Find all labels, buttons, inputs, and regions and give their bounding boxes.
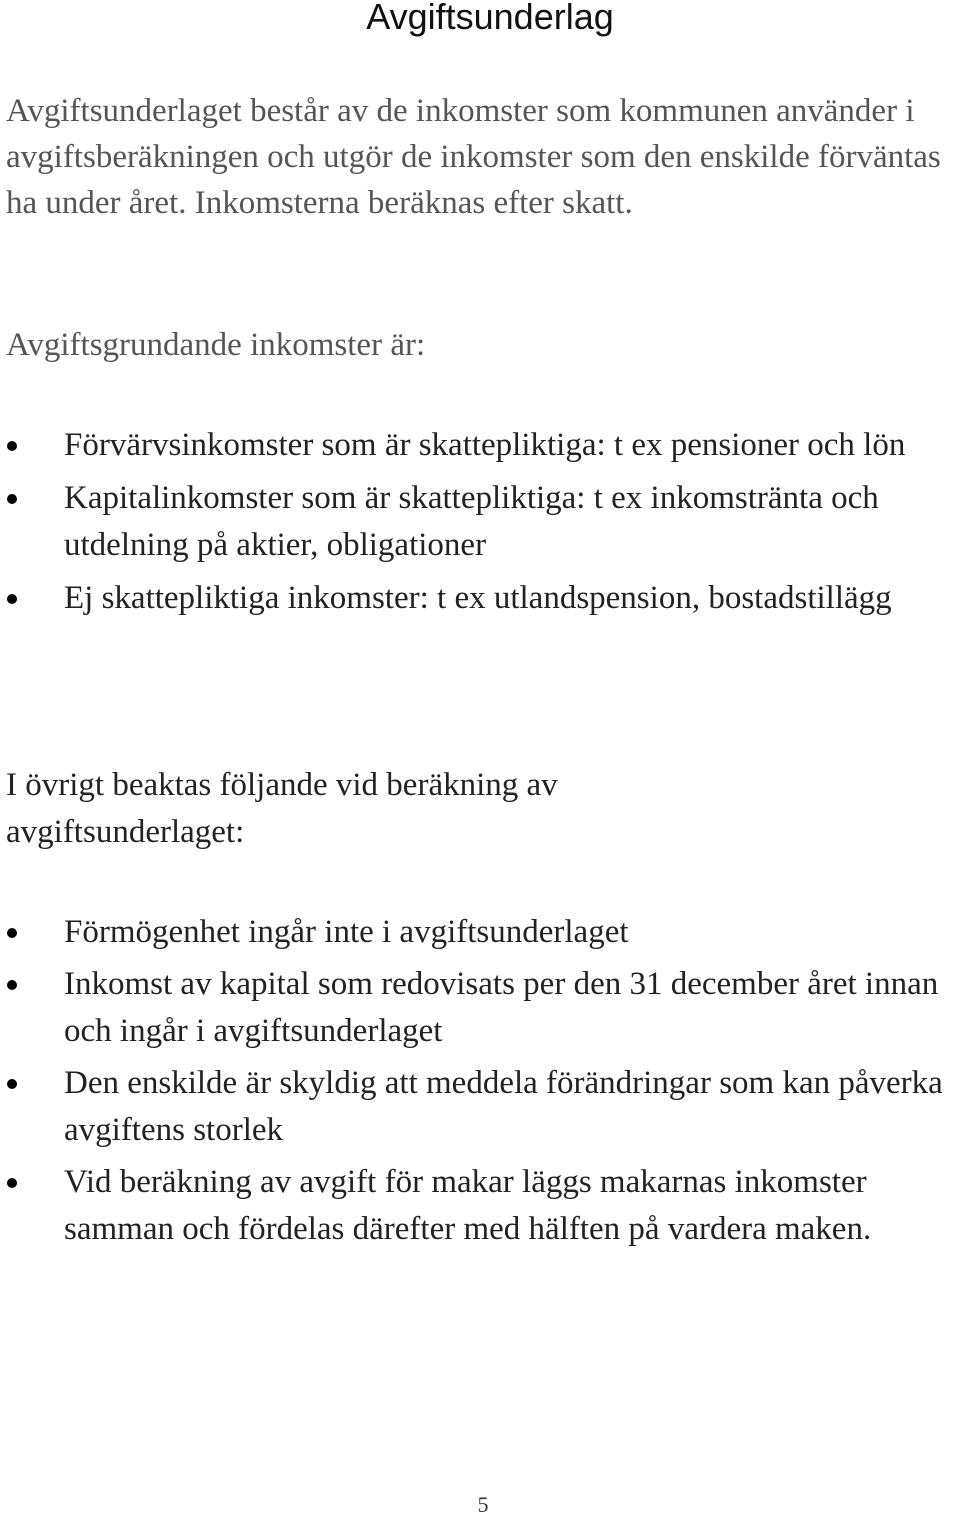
list-item: Den enskilde är skyldig att meddela förändringar som kan påverka avgiftens storlek <box>0 1060 950 1154</box>
section2-lead: I övrigt beaktas följande vid beräkning av avgiftsunderlaget: <box>6 767 558 850</box>
list-item: Ej skattepliktiga inkomster: t ex utlandspension, bostadstillägg <box>0 575 950 622</box>
list-item: Kapitalinkomster som är skattepliktiga: t ex inkomstränta och utdelning på aktier, obligationer <box>0 475 950 569</box>
intro-paragraph: Avgiftsunderlaget består av de inkomster som kommunen använder i avgiftsberäkningen och utgör de inkomster som den enskilde förväntas ha under året. Inkomsterna beräknas efter skatt. <box>6 93 941 221</box>
list-item: Förvärvsinkomster som är skattepliktiga: t ex pensioner och lön <box>0 422 950 469</box>
list-item: Vid beräkning av avgift för makar läggs makarnas inkomster samman och fördelas därefter med hälften på vardera maken. <box>0 1159 950 1253</box>
list-item: Förmögenhet ingår inte i avgiftsunderlaget <box>0 909 950 956</box>
section1-lead: Avgiftsgrundande inkomster är: <box>6 327 426 363</box>
income-list <box>0 422 950 628</box>
considerations-list <box>0 909 950 1258</box>
page-title: Avgiftsunderlag <box>366 0 614 37</box>
page-number: 5 <box>477 1492 489 1517</box>
list-item: Inkomst av kapital som redovisats per den 31 december året innan och ingår i avgiftsunderlaget <box>0 961 950 1055</box>
